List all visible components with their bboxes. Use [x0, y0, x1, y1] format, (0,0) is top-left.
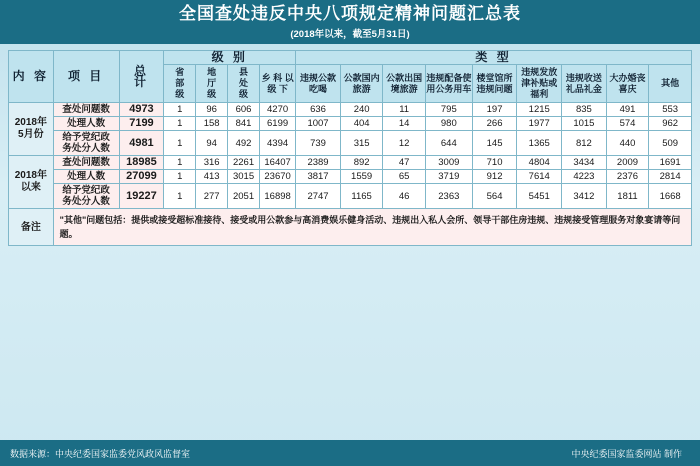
cell: 3009: [425, 156, 472, 170]
cell: 1559: [340, 170, 383, 184]
cell: 962: [649, 117, 692, 131]
page-title: 全国查处违反中央八项规定精神问题汇总表: [179, 4, 521, 23]
th-level-3: 乡 科 以 级 下: [260, 65, 296, 103]
table-row: [9, 131, 692, 156]
th-item: 项 目: [53, 51, 119, 103]
cell: 1977: [517, 117, 562, 131]
th-total: 总 计: [119, 51, 164, 103]
th-type-0: 违规公款吃喝: [296, 65, 341, 103]
cell: 710: [472, 156, 517, 170]
cell: 1007: [296, 117, 341, 131]
cell: 23670: [260, 170, 296, 184]
th-type-4: 楼堂馆所违规问题: [472, 65, 517, 103]
cell: 12: [383, 131, 426, 156]
cell: 1015: [562, 117, 607, 131]
th-type-6: 违规收送礼品礼金: [562, 65, 607, 103]
cell: 7614: [517, 170, 562, 184]
table-row: [9, 117, 692, 131]
cell: 1691: [649, 156, 692, 170]
cell: 65: [383, 170, 426, 184]
cell: 1: [164, 184, 196, 209]
cell: 1165: [340, 184, 383, 209]
metric-label: 查处问题数: [53, 156, 119, 170]
table-head: [9, 51, 692, 103]
cell: 892: [340, 156, 383, 170]
table-row: [9, 184, 692, 209]
cell: 841: [228, 117, 260, 131]
note-row: [9, 209, 692, 246]
cell: 1: [164, 103, 196, 117]
cell: 2376: [606, 170, 649, 184]
cell: 491: [606, 103, 649, 117]
cell: 4270: [260, 103, 296, 117]
cell: 3434: [562, 156, 607, 170]
metric-label: 处理人数: [53, 170, 119, 184]
cell: 277: [196, 184, 228, 209]
metric-label: 给予党纪政 务处分人数: [53, 131, 119, 156]
table-row: [9, 170, 692, 184]
cell: 240: [340, 103, 383, 117]
cell: 1: [164, 170, 196, 184]
metric-label: 给予党纪政 务处分人数: [53, 184, 119, 209]
cell: 2009: [606, 156, 649, 170]
th-type-1: 公款国内旅游: [340, 65, 383, 103]
total-value: 27099: [119, 170, 164, 184]
header-row-1: [9, 51, 692, 65]
cell: 553: [649, 103, 692, 117]
cell: 574: [606, 117, 649, 131]
cell: 1: [164, 156, 196, 170]
cell: 94: [196, 131, 228, 156]
cell: 739: [296, 131, 341, 156]
cell: 2051: [228, 184, 260, 209]
th-level-2: 县 处 级: [228, 65, 260, 103]
cell: 3412: [562, 184, 607, 209]
cell: 16898: [260, 184, 296, 209]
metric-label: 处理人数: [53, 117, 119, 131]
total-value: 7199: [119, 117, 164, 131]
group-label-1: 2018年 以来: [9, 156, 54, 209]
th-level-1: 地 厅 级: [196, 65, 228, 103]
total-value: 4973: [119, 103, 164, 117]
cell: 1811: [606, 184, 649, 209]
cell: 47: [383, 156, 426, 170]
cell: 315: [340, 131, 383, 156]
table-row: [9, 103, 692, 117]
total-value: 4981: [119, 131, 164, 156]
cell: 11: [383, 103, 426, 117]
metric-label: 查处问题数: [53, 103, 119, 117]
cell: 606: [228, 103, 260, 117]
cell: 413: [196, 170, 228, 184]
table-body: [9, 103, 692, 246]
data-source: 数据来源：中央纪委国家监委党风政风监督室: [10, 448, 191, 459]
cell: 46: [383, 184, 426, 209]
th-type-8: 其他: [649, 65, 692, 103]
cell: 4223: [562, 170, 607, 184]
table-container: [0, 44, 700, 246]
th-type-2: 公款出国境旅游: [383, 65, 426, 103]
cell: 795: [425, 103, 472, 117]
cell: 509: [649, 131, 692, 156]
cell: 636: [296, 103, 341, 117]
credit: 中央纪委国家监委网站 制作: [571, 448, 682, 459]
cell: 1668: [649, 184, 692, 209]
th-level-0: 省 部 级: [164, 65, 196, 103]
cell: 564: [472, 184, 517, 209]
cell: 2261: [228, 156, 260, 170]
cell: 492: [228, 131, 260, 156]
table-row: [9, 156, 692, 170]
cell: 835: [562, 103, 607, 117]
page-subtitle: (2018年以来，截至5月31日): [290, 29, 410, 40]
cell: 5451: [517, 184, 562, 209]
cell: 2747: [296, 184, 341, 209]
th-type-3: 违规配备使用公务用车: [425, 65, 472, 103]
cell: 1365: [517, 131, 562, 156]
cell: 404: [340, 117, 383, 131]
th-type-5: 违规发放津补贴或福利: [517, 65, 562, 103]
page-footer: [0, 440, 700, 466]
cell: 440: [606, 131, 649, 156]
cell: 912: [472, 170, 517, 184]
cell: 14: [383, 117, 426, 131]
summary-table: [8, 50, 692, 246]
total-value: 19227: [119, 184, 164, 209]
cell: 3015: [228, 170, 260, 184]
cell: 3719: [425, 170, 472, 184]
cell: 4394: [260, 131, 296, 156]
cell: 980: [425, 117, 472, 131]
cell: 6199: [260, 117, 296, 131]
cell: 1: [164, 117, 196, 131]
note-text: "其他"问题包括：提供或接受超标准接待、接受或用公款参与高消费娱乐健身活动、违规出入私人会所、领导干部住房违规、违规接受管理服务对象宴请等问题。: [53, 209, 691, 246]
cell: 644: [425, 131, 472, 156]
cell: 145: [472, 131, 517, 156]
cell: 2814: [649, 170, 692, 184]
cell: 1: [164, 131, 196, 156]
cell: 2389: [296, 156, 341, 170]
cell: 266: [472, 117, 517, 131]
cell: 4804: [517, 156, 562, 170]
cell: 3817: [296, 170, 341, 184]
cell: 1215: [517, 103, 562, 117]
th-group-type: 类 型: [296, 51, 692, 65]
th-type-7: 大办婚丧喜庆: [606, 65, 649, 103]
th-content: 内 容: [9, 51, 54, 103]
page-header: [0, 0, 700, 44]
cell: 2363: [425, 184, 472, 209]
note-label: 备注: [9, 209, 54, 246]
cell: 16407: [260, 156, 296, 170]
group-label-0: 2018年 5月份: [9, 103, 54, 156]
cell: 812: [562, 131, 607, 156]
total-value: 18985: [119, 156, 164, 170]
cell: 96: [196, 103, 228, 117]
cell: 197: [472, 103, 517, 117]
th-group-level: 级 别: [164, 51, 296, 65]
cell: 158: [196, 117, 228, 131]
cell: 316: [196, 156, 228, 170]
